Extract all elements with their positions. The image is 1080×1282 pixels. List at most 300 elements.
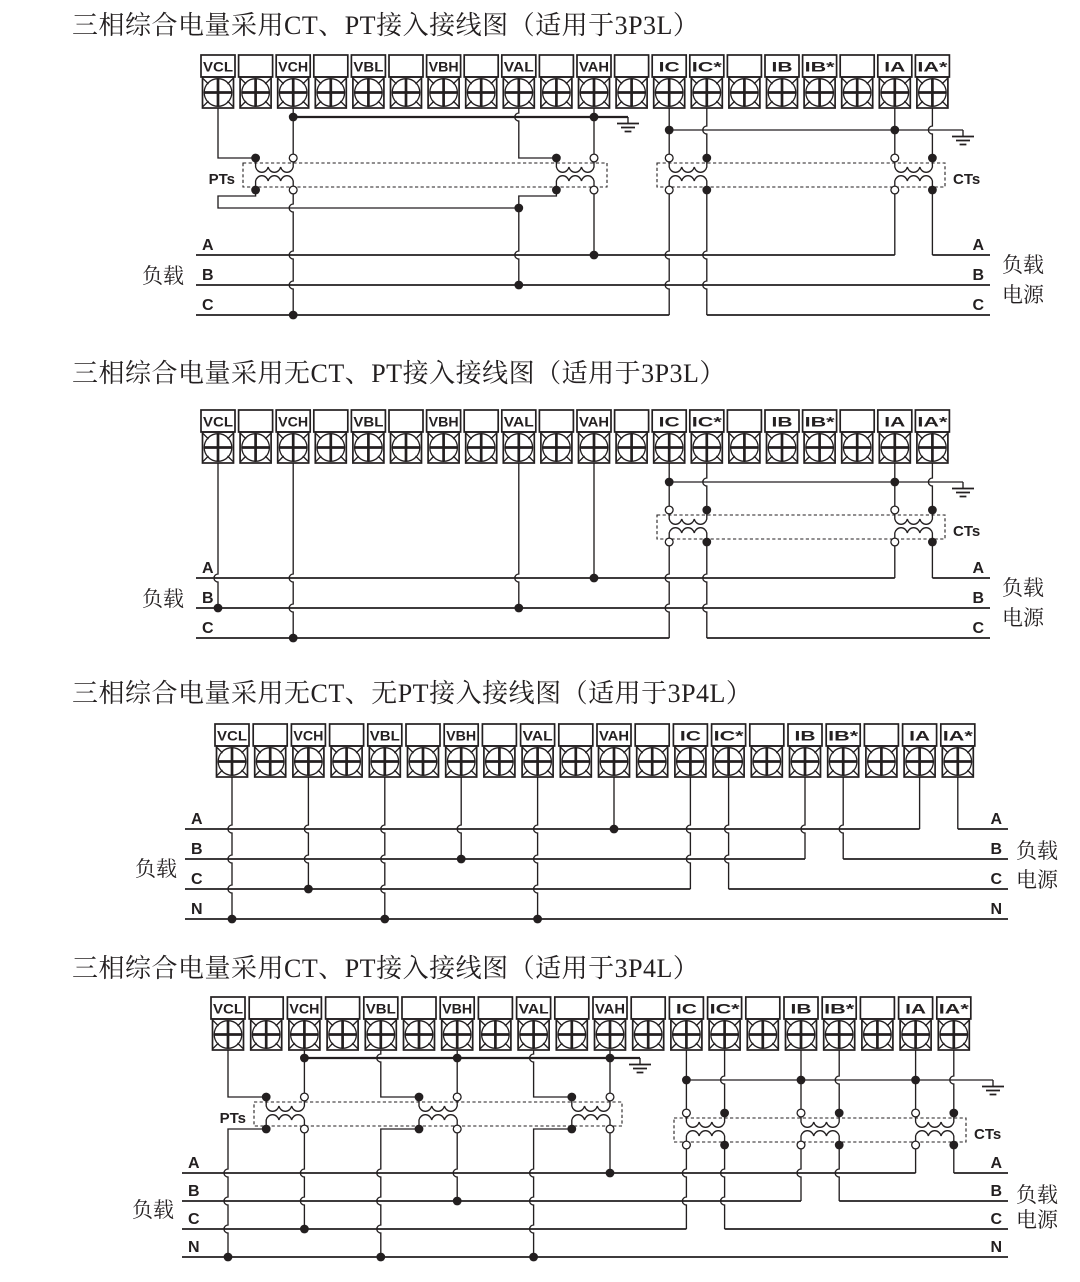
polarity-terminal-icon	[289, 154, 297, 162]
screw-terminal-icon	[541, 432, 572, 463]
screw-terminal-icon	[255, 746, 286, 777]
terminal-blank	[314, 55, 348, 108]
screw-terminal-icon	[824, 1019, 855, 1050]
terminal-label: VCH	[278, 413, 309, 430]
pt-transformer-icon	[262, 1093, 308, 1134]
terminal-blank	[326, 997, 360, 1050]
polarity-terminal-icon	[891, 186, 899, 194]
junction-dot	[797, 1076, 806, 1085]
phase-label-a-left: A	[202, 560, 214, 577]
screw-terminal-icon	[675, 746, 706, 777]
polarity-terminal-icon	[665, 506, 673, 514]
terminal-blank	[314, 410, 348, 463]
wire	[703, 108, 707, 158]
terminal-ic-star	[712, 724, 746, 777]
ct-transformer-icon	[912, 1109, 959, 1150]
terminal-label: VBH	[428, 413, 459, 430]
polarity-terminal-icon	[891, 506, 899, 514]
phase-label-c-left: C	[188, 1211, 200, 1228]
terminal-label: IC	[658, 413, 680, 430]
terminal-label: VAL	[522, 727, 554, 744]
screw-terminal-icon	[879, 77, 910, 108]
terminal-ic-star	[690, 55, 724, 108]
junction-dot	[262, 1125, 271, 1134]
terminal-blank	[840, 55, 874, 108]
terminal-blank	[559, 724, 593, 777]
terminal-ia-star	[937, 997, 971, 1050]
phase-label-a-left: A	[188, 1155, 200, 1172]
transformer-group-box	[243, 163, 607, 187]
phase-label-b-right: B	[990, 1183, 1002, 1200]
diagram-3p4l-direct	[72, 679, 1059, 923]
terminal-blank	[864, 724, 898, 777]
diagram-3p4l-ct-pt	[72, 954, 1059, 1261]
terminal-ib	[788, 724, 822, 777]
pt-group-label: PTs	[208, 171, 235, 188]
screw-terminal-icon	[428, 432, 459, 463]
junction-dot	[835, 1141, 844, 1150]
screw-terminal-icon	[203, 432, 234, 463]
junction-dot	[928, 186, 937, 195]
screw-terminal-icon	[691, 77, 722, 108]
screw-terminal-icon	[616, 432, 647, 463]
terminal-label: VAL	[518, 1000, 550, 1017]
terminal-val	[517, 997, 551, 1050]
source-label-line2: 电源	[1002, 283, 1044, 307]
terminal-label: VBL	[353, 413, 384, 430]
wire	[289, 463, 293, 638]
polarity-terminal-icon	[665, 186, 673, 194]
phase-label-c-right: C	[990, 871, 1002, 888]
screw-terminal-icon	[729, 77, 760, 108]
phase-label-c-right: C	[972, 620, 984, 637]
terminal-blank	[727, 410, 761, 463]
phase-label-n-left: N	[191, 901, 203, 918]
wire	[534, 777, 538, 919]
pt-group-label: PTs	[219, 1110, 246, 1127]
diagram-title: 三相综合电量采用CT、PT接入接线图（适用于3P3L）	[72, 11, 700, 40]
ct-group-label: CTs	[953, 171, 981, 188]
junction-dot	[262, 1093, 271, 1102]
screw-terminal-icon	[560, 746, 591, 777]
terminal-ib	[765, 410, 799, 463]
junction-dot	[552, 186, 561, 195]
screw-terminal-icon	[278, 432, 309, 463]
terminal-strip	[215, 724, 975, 777]
terminal-label: IB*	[804, 413, 836, 430]
screw-terminal-icon	[842, 77, 873, 108]
polarity-terminal-icon	[912, 1141, 920, 1149]
load-label-left: 负载	[135, 857, 177, 881]
terminal-vcl	[215, 724, 249, 777]
diagram-art	[182, 997, 1008, 1261]
terminal-label: IC*	[709, 1000, 741, 1017]
terminal-vbh	[427, 55, 461, 108]
junction-dot	[606, 1054, 615, 1063]
terminal-val	[502, 55, 536, 108]
transformer-group-box	[674, 1118, 966, 1142]
screw-terminal-icon	[671, 1019, 702, 1050]
terminal-strip	[201, 55, 949, 108]
diagram-art	[196, 55, 990, 319]
screw-terminal-icon	[579, 77, 610, 108]
terminal-label: IB	[771, 58, 793, 75]
terminal-label: IB	[771, 413, 793, 430]
terminal-vah	[597, 724, 631, 777]
screw-terminal-icon	[691, 432, 722, 463]
terminal-label: IB*	[824, 1000, 856, 1017]
terminal-blank	[860, 997, 894, 1050]
phase-label-c-right: C	[990, 1211, 1002, 1228]
wire	[801, 777, 805, 859]
polarity-terminal-icon	[301, 1093, 309, 1101]
source-label-line1: 负载	[1002, 576, 1044, 600]
terminal-label: VAH	[579, 58, 609, 75]
screw-terminal-icon	[213, 1019, 244, 1050]
polarity-terminal-icon	[683, 1109, 691, 1117]
phase-label-a-right: A	[990, 811, 1002, 828]
junction-dot	[890, 126, 899, 135]
junction-dot	[702, 186, 711, 195]
terminal-blank	[406, 724, 440, 777]
junction-dot	[702, 538, 711, 547]
transformer-group-box	[657, 515, 945, 539]
screw-terminal-icon	[828, 746, 859, 777]
screw-terminal-icon	[767, 77, 798, 108]
terminal-vcl	[201, 410, 235, 463]
terminal-label: VBH	[446, 727, 477, 744]
junction-dot	[590, 574, 599, 583]
screw-terminal-icon	[353, 432, 384, 463]
screw-terminal-icon	[240, 432, 271, 463]
terminal-label: VCL	[203, 413, 234, 430]
junction-dot	[702, 506, 711, 515]
source-label-line1: 负载	[1016, 1183, 1058, 1207]
terminal-ib	[784, 997, 818, 1050]
terminal-blank	[555, 997, 589, 1050]
diagram-title: 三相综合电量采用无CT、PT接入接线图（适用于3P3L）	[72, 359, 726, 388]
terminal-blank	[635, 724, 669, 777]
junction-dot	[289, 311, 298, 320]
screw-terminal-icon	[365, 1019, 396, 1050]
ct-group-label: CTs	[953, 523, 981, 540]
screw-terminal-icon	[503, 432, 534, 463]
ct-transformer-icon	[665, 154, 711, 195]
terminal-label: IC*	[713, 727, 745, 744]
screw-terminal-icon	[713, 746, 744, 777]
screw-terminal-icon	[331, 746, 362, 777]
terminal-blank	[478, 997, 512, 1050]
polarity-terminal-icon	[797, 1141, 805, 1149]
junction-dot	[415, 1125, 424, 1134]
screw-terminal-icon	[353, 77, 384, 108]
phase-label-c-left: C	[202, 297, 214, 314]
terminal-label: IC*	[691, 58, 723, 75]
screw-terminal-icon	[942, 746, 973, 777]
wire	[300, 1129, 304, 1229]
pt-transformer-icon	[567, 1093, 614, 1134]
wire	[703, 542, 707, 638]
terminal-blank	[482, 724, 516, 777]
screw-terminal-icon	[637, 746, 668, 777]
terminal-ib-star	[822, 997, 856, 1050]
junction-dot	[665, 478, 674, 487]
terminal-blank	[239, 410, 273, 463]
screw-terminal-icon	[879, 432, 910, 463]
terminal-blank	[330, 724, 364, 777]
wire	[530, 1129, 572, 1257]
load-label-left: 负载	[142, 587, 184, 611]
terminal-ia-star	[915, 410, 949, 463]
screw-terminal-icon	[917, 77, 948, 108]
terminal-vbl	[364, 997, 398, 1050]
screw-terminal-icon	[408, 746, 439, 777]
diagram-art	[196, 410, 990, 642]
terminal-blank	[615, 410, 649, 463]
phase-label-a-right: A	[990, 1155, 1002, 1172]
wire	[453, 1129, 457, 1201]
wire	[839, 777, 843, 859]
junction-dot	[228, 915, 237, 924]
phase-label-b-left: B	[191, 841, 203, 858]
terminal-label: IC	[658, 58, 680, 75]
polarity-terminal-icon	[590, 154, 598, 162]
wire	[665, 190, 669, 315]
junction-dot	[214, 604, 223, 613]
screw-terminal-icon	[289, 1019, 320, 1050]
screw-terminal-icon	[315, 432, 346, 463]
junction-dot	[949, 1141, 958, 1150]
junction-dot	[514, 204, 523, 213]
junction-dot	[453, 1054, 462, 1063]
ct-transformer-icon	[891, 154, 937, 195]
terminal-blank	[249, 997, 283, 1050]
screw-terminal-icon	[842, 432, 873, 463]
polarity-terminal-icon	[912, 1109, 920, 1117]
terminal-label: IB*	[804, 58, 836, 75]
junction-dot	[911, 1076, 920, 1085]
terminal-label: VBL	[369, 727, 401, 744]
source-label-line1: 负载	[1016, 839, 1058, 863]
terminal-label: VBH	[442, 1000, 473, 1017]
source-label-line2: 电源	[1002, 606, 1044, 630]
screw-terminal-icon	[767, 432, 798, 463]
wire	[950, 1050, 954, 1113]
junction-dot	[529, 1253, 538, 1262]
terminal-ic	[652, 410, 686, 463]
polarity-terminal-icon	[891, 154, 899, 162]
terminal-blank	[727, 55, 761, 108]
terminal-val	[502, 410, 536, 463]
phase-label-b-right: B	[990, 841, 1002, 858]
wire	[457, 777, 461, 859]
terminal-blank	[253, 724, 287, 777]
junction-dot	[682, 1076, 691, 1085]
screw-terminal-icon	[862, 1019, 893, 1050]
junction-dot	[415, 1093, 424, 1102]
ground-icon	[629, 1058, 651, 1073]
junction-dot	[928, 538, 937, 547]
ground-icon	[952, 130, 974, 145]
terminal-label: VAH	[599, 727, 629, 744]
polarity-terminal-icon	[683, 1141, 691, 1149]
pt-transformer-icon	[251, 154, 297, 195]
screw-terminal-icon	[751, 746, 782, 777]
terminal-label: VAH	[595, 1000, 625, 1017]
junction-dot	[590, 113, 599, 122]
terminal-label: IA*	[917, 413, 949, 430]
terminal-blank	[402, 997, 436, 1050]
junction-dot	[590, 251, 599, 260]
screw-terminal-icon	[217, 746, 248, 777]
load-label-left: 负载	[142, 264, 184, 288]
terminal-vah	[577, 55, 611, 108]
source-label-line1: 负载	[1002, 253, 1044, 277]
terminal-label: VCL	[217, 727, 248, 744]
screw-terminal-icon	[599, 746, 630, 777]
terminal-label: VCH	[293, 727, 324, 744]
wire	[218, 190, 519, 208]
screw-terminal-icon	[804, 77, 835, 108]
polarity-terminal-icon	[891, 538, 899, 546]
screw-terminal-icon	[904, 746, 935, 777]
ct-transformer-icon	[665, 506, 711, 547]
wire	[928, 463, 932, 510]
screw-terminal-icon	[747, 1019, 778, 1050]
wire	[835, 1050, 839, 1113]
screw-terminal-icon	[278, 77, 309, 108]
phase-label-c-right: C	[972, 297, 984, 314]
screw-terminal-icon	[404, 1019, 435, 1050]
pt-transformer-icon	[552, 154, 598, 195]
phase-label-a-right: A	[972, 560, 984, 577]
terminal-vch	[287, 997, 321, 1050]
phase-label-n-right: N	[990, 901, 1002, 918]
wire	[721, 1145, 725, 1229]
terminal-ia-star	[941, 724, 975, 777]
junction-dot	[720, 1109, 729, 1118]
terminal-blank	[389, 55, 423, 108]
terminal-vah	[593, 997, 627, 1050]
screw-terminal-icon	[900, 1019, 931, 1050]
junction-dot	[702, 154, 711, 163]
pt-transformer-icon	[415, 1093, 462, 1134]
polarity-terminal-icon	[453, 1093, 461, 1101]
terminal-vcl	[211, 997, 245, 1050]
transformer-group-box	[254, 1102, 622, 1126]
junction-dot	[453, 1197, 462, 1206]
ct-transformer-icon	[797, 1109, 844, 1150]
wire	[665, 542, 669, 638]
source-label-line2: 电源	[1016, 1208, 1058, 1232]
terminal-vcl	[201, 55, 235, 108]
screw-terminal-icon	[240, 77, 271, 108]
screw-terminal-icon	[369, 746, 400, 777]
terminal-vbh	[440, 997, 474, 1050]
junction-dot	[224, 1253, 233, 1262]
phase-label-c-left: C	[202, 620, 214, 637]
screw-terminal-icon	[480, 1019, 511, 1050]
phase-label-b-right: B	[972, 267, 984, 284]
polarity-terminal-icon	[590, 186, 598, 194]
terminal-label: VAL	[503, 58, 535, 75]
ground-icon	[617, 117, 639, 132]
terminal-blank	[239, 55, 273, 108]
diagram-art	[185, 724, 1008, 923]
terminal-label: VBL	[353, 58, 384, 75]
polarity-terminal-icon	[665, 154, 673, 162]
phase-label-c-left: C	[191, 871, 203, 888]
junction-dot	[376, 1253, 385, 1262]
junction-dot	[610, 825, 619, 834]
ground-icon	[952, 482, 974, 497]
diagram-title: 三相综合电量采用CT、PT接入接线图（适用于3P4L）	[72, 954, 700, 983]
screw-terminal-icon	[595, 1019, 626, 1050]
junction-dot	[289, 634, 298, 643]
screw-terminal-icon	[917, 432, 948, 463]
junction-dot	[251, 186, 260, 195]
screw-terminal-icon	[327, 1019, 358, 1050]
terminal-label: IC	[679, 727, 701, 744]
junction-dot	[928, 154, 937, 163]
junction-dot	[457, 855, 466, 864]
terminal-label: VAH	[579, 413, 609, 430]
terminal-label: VCL	[213, 1000, 244, 1017]
diagram-title: 三相综合电量采用无CT、无PT接入接线图（适用于3P4L）	[72, 679, 753, 708]
terminal-label: IB*	[828, 727, 860, 744]
screw-terminal-icon	[203, 77, 234, 108]
load-label-left: 负载	[132, 1198, 174, 1222]
terminal-ib	[765, 55, 799, 108]
screw-terminal-icon	[503, 77, 534, 108]
terminal-label: IC*	[691, 413, 723, 430]
wire	[304, 777, 308, 889]
transformer-group-box	[657, 163, 945, 187]
terminal-blank	[464, 410, 498, 463]
phase-label-b-left: B	[202, 267, 214, 284]
wire	[224, 1129, 266, 1257]
junction-dot	[304, 885, 313, 894]
terminal-blank	[750, 724, 784, 777]
phase-label-b-right: B	[972, 590, 984, 607]
terminal-ia	[878, 55, 912, 108]
terminal-label: VBH	[428, 58, 459, 75]
polarity-terminal-icon	[606, 1093, 614, 1101]
junction-dot	[567, 1093, 576, 1102]
wire	[228, 1050, 266, 1097]
phase-label-a-right: A	[972, 237, 984, 254]
screw-terminal-icon	[556, 1019, 587, 1050]
junction-dot	[514, 281, 523, 290]
junction-dot	[665, 126, 674, 135]
wire	[381, 777, 385, 919]
terminal-label: VCL	[203, 58, 234, 75]
terminal-vbl	[351, 55, 385, 108]
wire	[703, 463, 707, 510]
wire	[214, 463, 218, 608]
junction-dot	[251, 154, 260, 163]
wire	[682, 1145, 686, 1229]
terminal-blank	[840, 410, 874, 463]
diagram-3p3l-ct-pt	[72, 11, 1045, 319]
terminal-ib-star	[803, 410, 837, 463]
terminal-ic	[673, 724, 707, 777]
terminal-blank	[746, 997, 780, 1050]
screw-terminal-icon	[484, 746, 515, 777]
terminal-ic-star	[690, 410, 724, 463]
terminal-label: IA*	[938, 1000, 970, 1017]
terminal-ia	[899, 997, 933, 1050]
